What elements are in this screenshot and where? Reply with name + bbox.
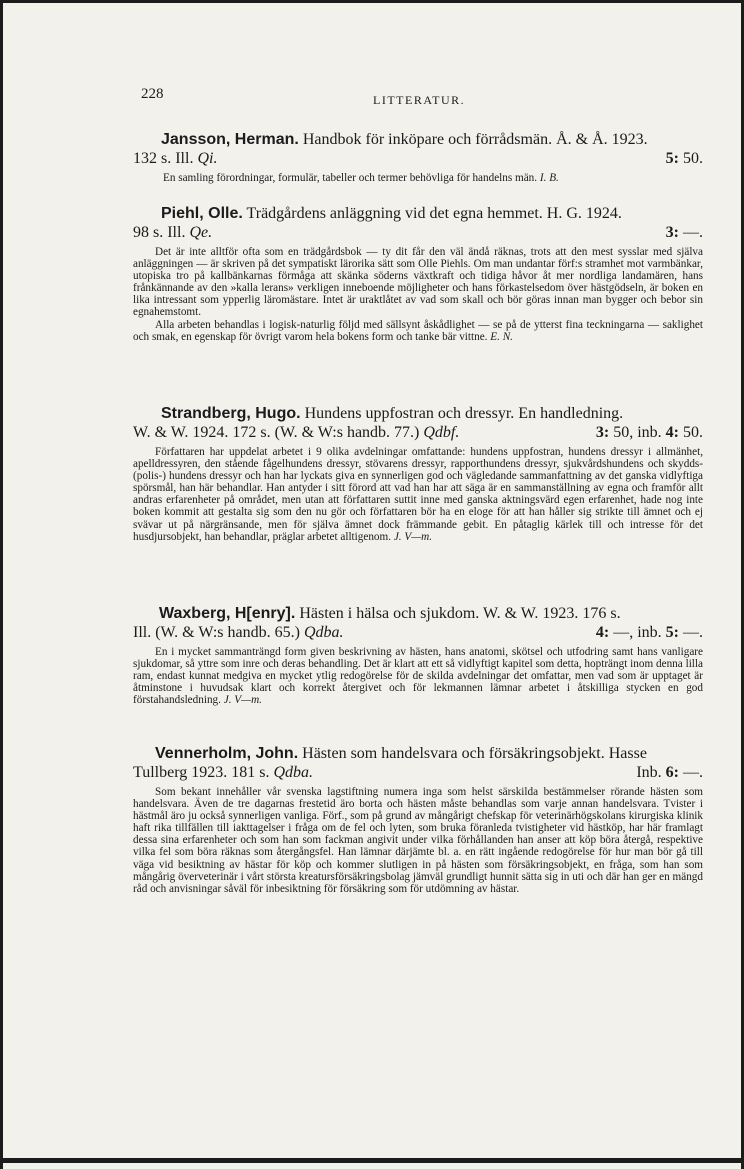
price-ore: —, inb. bbox=[613, 624, 662, 641]
reviewer-signature: J. V—m. bbox=[223, 694, 262, 707]
price-ore: 50. bbox=[683, 150, 703, 167]
page-number: 228 bbox=[141, 86, 164, 102]
entry-details: Ill. (W. & W:s handb. 65.) bbox=[133, 624, 300, 641]
review-paragraph: En i mycket sammanträngd form given beskrivning av hästen, hans anatomi, skötsel och utfodring samt hans vanligare sjukdomar, så yttre som inre och deras behandling. Det är klart att ett så vidlyftigt kapitel som detta, hopträngt inom denna lilla ram, endast kunnat medgiva en mycket ytlig redogörelse för de skilda avdelningar det omfattar, men vad som är upptaget är åtminstone i huvudsak klart och korrekt återgivet och för lekmannen lämnar arbetet i åtskilliga stycken en god förstahandsledning. bbox=[133, 646, 703, 707]
reviewer-signature: I. B. bbox=[539, 172, 559, 184]
price-kronor: 5: bbox=[665, 150, 679, 167]
price-kronor-bound: 5: bbox=[665, 624, 679, 641]
entry-heading bbox=[133, 130, 703, 149]
entry-title: Hästen i hälsa och sjukdom. W. & W. 1923. 176 s. bbox=[299, 605, 621, 622]
price-kronor: 3: bbox=[665, 224, 679, 241]
review-paragraph: En samling förordningar, formulär, tabeller och termer behövliga för handelns män. bbox=[163, 172, 538, 184]
entry-classification: Qdba. bbox=[303, 624, 344, 641]
reviewer-signature: E. N. bbox=[490, 330, 513, 343]
price-ore-bound: 50. bbox=[683, 424, 703, 441]
bibliography-entry bbox=[133, 604, 703, 706]
entry-title: Hundens uppfostran och dressyr. En handledning. bbox=[304, 405, 624, 422]
entry-author: Jansson, Herman. bbox=[161, 131, 299, 148]
bibliography-entry bbox=[133, 204, 703, 343]
scan-border-left bbox=[0, 0, 3, 1169]
price-ore: 50, inb. bbox=[613, 424, 662, 441]
scan-border-bottom bbox=[0, 1158, 744, 1163]
entry-heading bbox=[133, 604, 703, 623]
entry-classification: Qdba. bbox=[273, 764, 314, 781]
entry-title: Hästen som handelsvara och försäkringsobjekt. Hasse bbox=[302, 745, 647, 762]
entry-review bbox=[133, 446, 703, 543]
entry-heading bbox=[133, 744, 703, 763]
document-page bbox=[133, 86, 703, 895]
entry-details-line bbox=[133, 223, 703, 242]
entry-details-line bbox=[133, 423, 703, 442]
entry-price bbox=[666, 223, 703, 242]
price-ore: —. bbox=[683, 764, 703, 781]
running-title: LITTERATUR. bbox=[373, 93, 466, 107]
entry-details: W. & W. 1924. 172 s. (W. & W:s handb. 77.) bbox=[133, 424, 420, 441]
entry-classification: Qdbf. bbox=[423, 424, 460, 441]
entry-review bbox=[133, 172, 703, 184]
entry-author: Waxberg, H[enry]. bbox=[159, 605, 296, 622]
entry-details: 132 s. Ill. bbox=[133, 150, 194, 167]
entry-review bbox=[133, 646, 703, 706]
entry-classification: Qi. bbox=[197, 150, 218, 167]
entry-details-line bbox=[133, 763, 703, 782]
bibliography-entry bbox=[133, 744, 703, 895]
entry-details-line bbox=[133, 623, 703, 642]
entry-details: Tullberg 1923. 181 s. bbox=[133, 764, 270, 781]
scan-border-top bbox=[0, 0, 744, 3]
entry-price bbox=[596, 423, 703, 442]
price-label: Inb. bbox=[636, 764, 662, 781]
entry-details: 98 s. Ill. bbox=[133, 224, 186, 241]
entry-heading bbox=[133, 404, 703, 423]
entry-price bbox=[636, 763, 703, 782]
entry-author: Vennerholm, John. bbox=[155, 745, 299, 762]
price-kronor: 3: bbox=[595, 424, 610, 441]
price-ore: —. bbox=[683, 224, 703, 241]
price-ore-bound: —. bbox=[683, 624, 703, 641]
entry-review bbox=[133, 786, 703, 895]
entry-author: Piehl, Olle. bbox=[161, 205, 243, 222]
review-paragraph: Alla arbeten behandlas i logisk-naturlig följd med sällsynt åskådlighet — se på de ytterst fina teckningarna — saklighet och smak, en egenskap för övrigt varom hela bokens form och tanke bär vittne. bbox=[133, 318, 703, 343]
entry-classification: Qe. bbox=[189, 224, 213, 241]
entry-price bbox=[666, 149, 703, 168]
bibliography-entry bbox=[133, 404, 703, 543]
entry-title: Trädgårdens anläggning vid det egna hemmet. H. G. 1924. bbox=[246, 205, 622, 222]
price-kronor-bound: 4: bbox=[665, 424, 679, 441]
entry-author: Strandberg, Hugo. bbox=[161, 405, 301, 422]
price-kronor: 4: bbox=[595, 624, 610, 641]
reviewer-signature: J. V—m. bbox=[393, 530, 433, 543]
entry-heading bbox=[133, 204, 703, 223]
entry-details-line bbox=[133, 149, 703, 168]
review-paragraph: Författaren har uppdelat arbetet i 9 olika avdelningar omfattande: hundens uppfostran, hundens dressyr i allmänhet, apelldressyren, den stående fågelhundens dressyr, stövarens dressyr, rapporthundens dressyr, sjukvårdshundens och skydds- (polis-) hundens dressyr och han har lyckats giva en synnerligen god och vägledande sammanfattning av det ganska vidlyftiga spörsmål, han här behandlar. Han antyder i sitt förord att vad han har att säga är en sammanställning av egna och framför allt andras erfarenheter på området, men utan att författaren suttit inne med ganska aktningsvärd egen erfarenhet, hade nog inte boken kommit att gestalta sig som den nu gör och författaren bör ha en eloge för att han håller sig strikte till ämnet och ej svävar ut på närgränsande, men för själva ämnet dock främmande gebit. En påtaglig kärlek till och intresse för det husdjursobjekt, han behandlar, präglar arbetet alltigenom. bbox=[133, 446, 703, 543]
review-paragraph: Som bekant innehåller vår svenska lagstiftning numera inga som helst särskilda bestämmelser rörande hästen som handelsvara. Även de tre dagarnas frestetid äro borta och hästen måste behandlas som varje annan handelsvara. Tvister i hästmål äro ju också synnerligen vanliga. Förf., som på grund av mångårigt chefskap för veterinärhögskolans kirurgiska klinik haft rika tillfällen till iakttagelser i fråga om de fel och lyten, som bruka föranleda tvistigheter vid hästköp, har här framlagt dessa sina erfarenheter och som han som fackman angivit under vilka förhållanden han anser att köp böra återgå, respektive vilka fel som böra räknas som återgångsfel. Han lämnar därjämte bl. a. en rätt ingående redogörelse för hur man bör gå till väga vid besiktning av hästar för köp och kommer slutligen in på hästen som försäkringsobjekt, en fråga, som han som mångårig överveterinär i vårt största kreatursförsäkringsbolag jämväl grundligt hunnit sätta sig in uti och där han ger en mängd råd och anvisningar såväl för inbesiktning för försäkring som för utdömning av hästar. bbox=[133, 786, 703, 895]
bibliography-entry bbox=[133, 130, 703, 184]
price-kronor: 6: bbox=[665, 764, 679, 781]
entry-review bbox=[133, 246, 703, 343]
entry-price bbox=[596, 623, 703, 642]
running-header bbox=[133, 86, 703, 110]
entry-title: Handbok för inköpare och förrådsmän. Å. & Å. 1923. bbox=[302, 131, 648, 148]
review-paragraph: Det är inte alltför ofta som en trädgårdsbok — ty dit får den väl ändå räknas, trots att den mest sysslar med själva anläggningen — är skriven på det sympatiskt lärorika sätt som Olle Piehls. Om man undantar förf:s stramhet mot varmbänkar, utopiska tro på kallbänkarnas förmåga att skänka söderns växtkraft och tidiga håvor åt mer nordliga landamären, hans frånkännande av den »kalla lerans» verkligen inneboende möjligheter och hans förkastelsedom över hästgödseln, är boken en lika intressant som ypperlig läromästare. Intet är uraktlåtet av vad som skall och bör göras innan man bygger och bebor sin egnahemstomt. bbox=[133, 246, 703, 319]
